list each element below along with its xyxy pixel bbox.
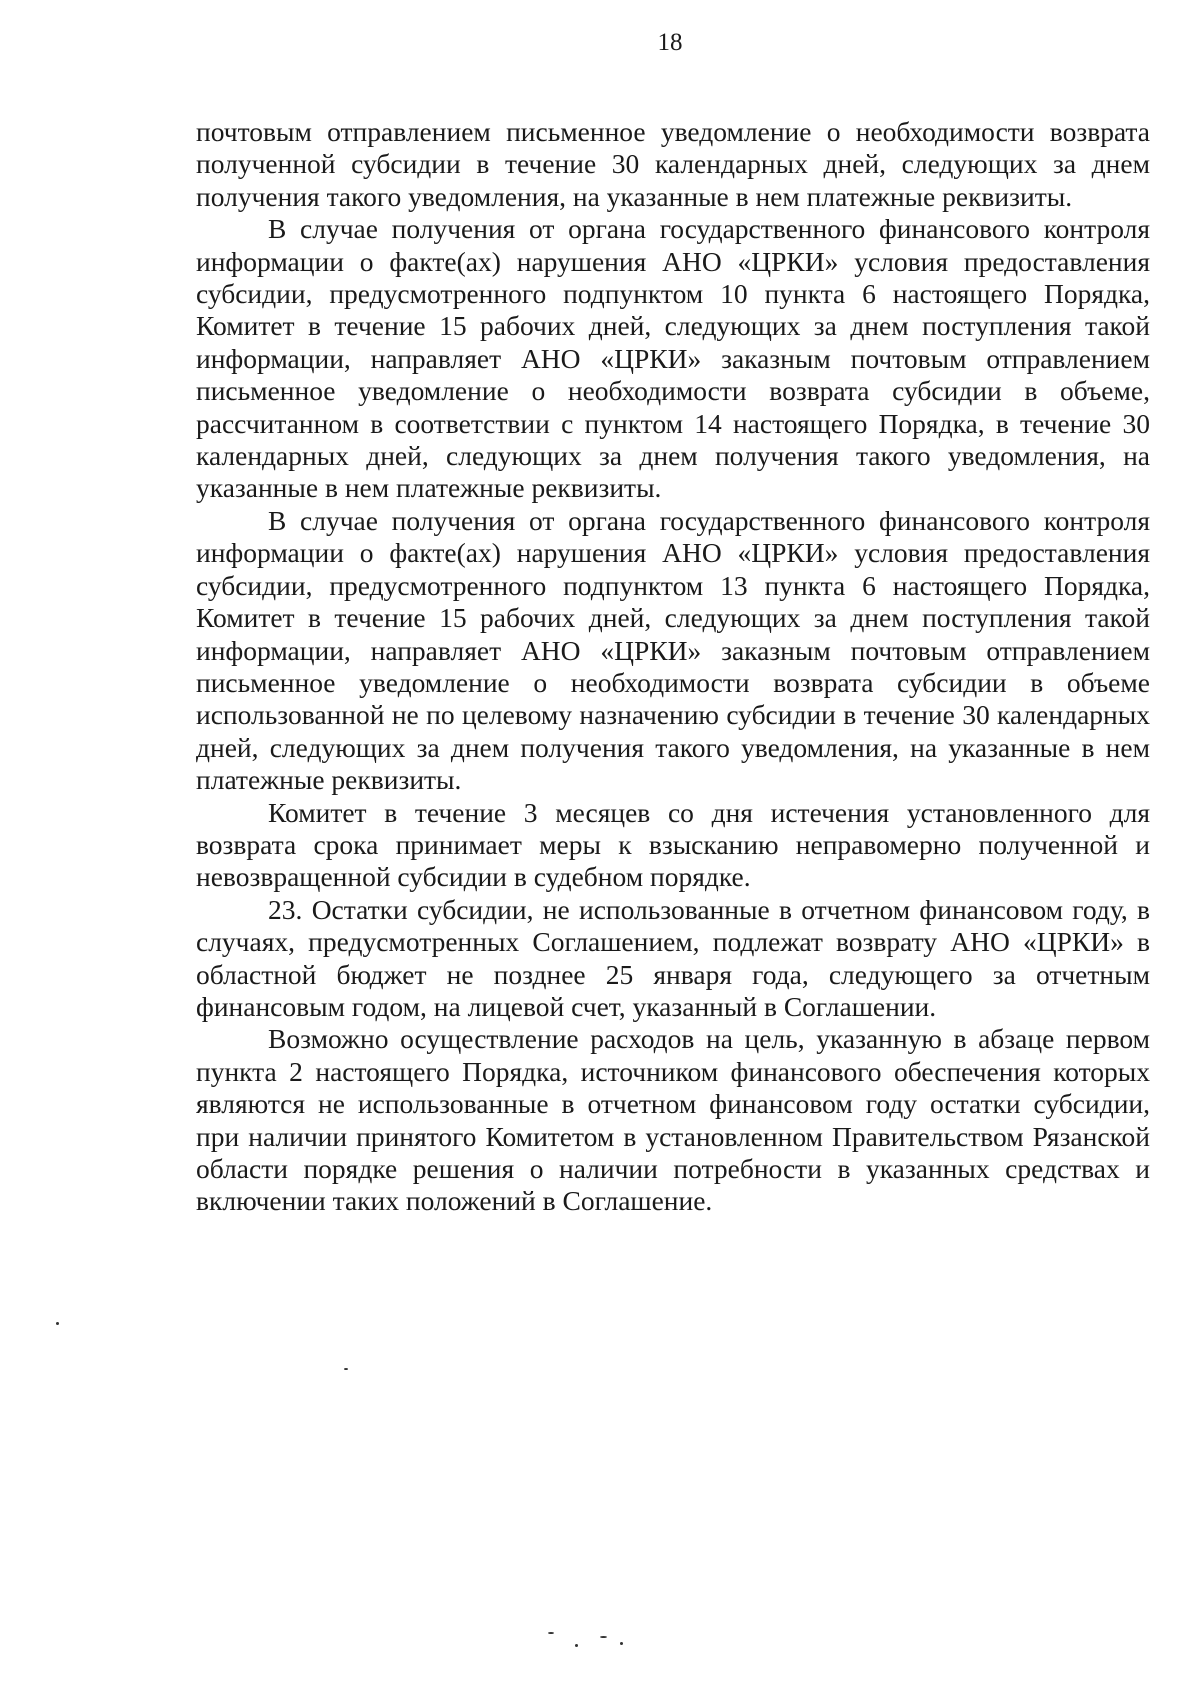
scan-speck (56, 1322, 59, 1325)
document-body (196, 116, 1150, 1218)
scan-speck (548, 1632, 554, 1634)
paragraph-continuation: почтовым отправлением письменное уведомление о необходимости возврата полученной субсидии в течение 30 календарных дней, следующих за днем получения такого уведомления, на указанные в нем платежные реквизиты. (196, 116, 1150, 212)
paragraph-violation-subpoint-10: В случае получения от органа государственного финансового контроля информации о факте(ах) нарушения АНО «ЦРКИ» условия предоставления субсидии, предусмотренного подпунктом 10 пункта 6 настоящего Порядка, Комитет в течение 15 рабочих дней, следующих за днем поступления такой информации, направляет АНО «ЦРКИ» заказным почтовым отправлением письменное уведомление о необходимости возврата субсидии в объеме, рассчитанном в соответствии с пунктом 14 настоящего Порядка, в течение 30 календарных дней, следующих за днем получения такого уведомления, на указанные в нем платежные реквизиты. (196, 213, 1150, 504)
scan-speck (344, 1368, 348, 1370)
paragraph-remaining-funds: Возможно осуществление расходов на цель, указанную в абзаце первом пункта 2 настоящего Порядка, источником финансового обеспечения которых являются не использованные в отчетном финансовом году остатки субсидии, при наличии принятого Комитетом в установленном Правительством Рязанской области порядке решения о наличии потребности в указанных средствах и включении таких положений в Соглашение. (196, 1023, 1150, 1217)
scan-speck (575, 1644, 578, 1647)
paragraph-violation-subpoint-13: В случае получения от органа государственного финансового контроля информации о факте(ах) нарушения АНО «ЦРКИ» условия предоставления субсидии, предусмотренного подпунктом 13 пункта 6 настоящего Порядка, Комитет в течение 15 рабочих дней, следующих за днем поступления такой информации, направляет АНО «ЦРКИ» заказным почтовым отправлением письменное уведомление о необходимости возврата субсидии в объеме использованной не по целевому назначению субсидии в течение 30 календарных дней, следующих за днем получения такого уведомления, на указанные в нем платежные реквизиты. (196, 504, 1150, 796)
scan-speck (600, 1636, 607, 1638)
scan-speck (620, 1642, 623, 1645)
page-number: 18 (657, 29, 683, 56)
paragraph-court-recovery: Комитет в течение 3 месяцев со дня истечения установленного для возврата срока принимает меры к взысканию неправомерно полученной и невозвращенной субсидии в судебном порядке. (196, 796, 1150, 893)
paragraph-item-23: 23. Остатки субсидии, не использованные в отчетном финансовом году, в случаях, предусмотренных Соглашением, подлежат возврату АНО «ЦРКИ» в областной бюджет не позднее 25 января года, следующего за отчетным финансовым годом, на лицевой счет, указанный в Соглашении. (196, 893, 1150, 1022)
